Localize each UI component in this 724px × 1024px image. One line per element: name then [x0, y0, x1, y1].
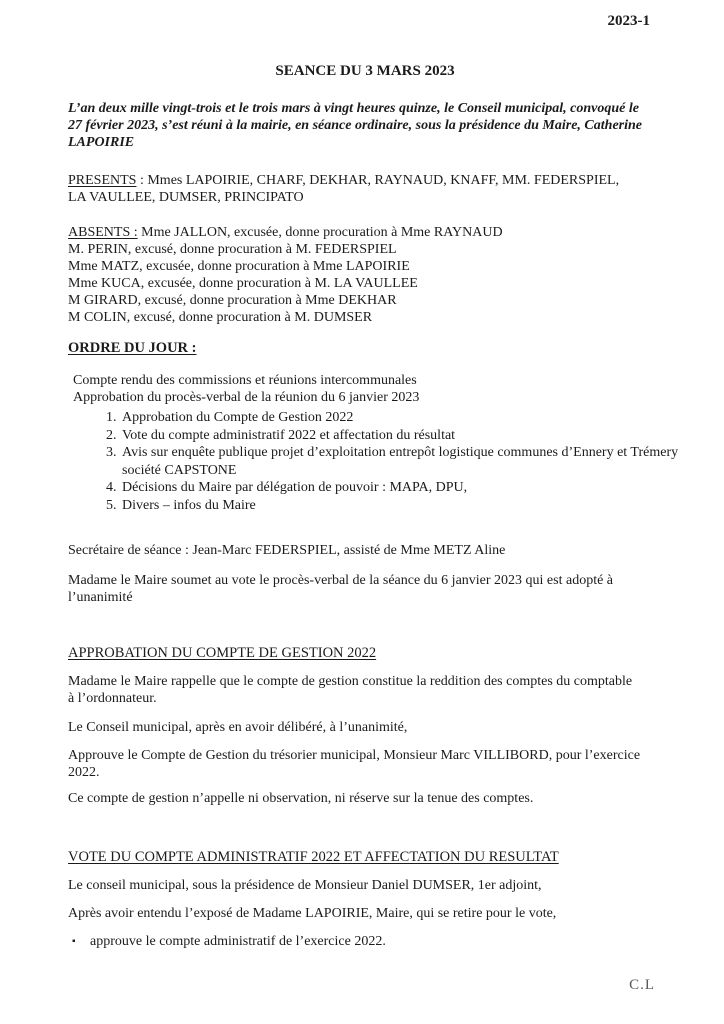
- agenda-heading-text: ORDRE DU JOUR :: [68, 340, 197, 356]
- secretary-line: Secrétaire de séance : Jean-Marc FEDERSPIEL, assisté de Mme METZ Aline: [68, 543, 506, 558]
- vote-decision-text: approuve le compte administratif de l’exercice 2022.: [90, 934, 386, 949]
- vote-paragraph: Le conseil municipal, sous la présidence de Monsieur Daniel DUMSER, 1er adjoint,: [68, 878, 542, 893]
- agenda-pre-items: [68, 372, 667, 406]
- gestion-heading-text: APPROBATION DU COMPTE DE GESTION 2022: [68, 645, 377, 661]
- intro-paragraph: [68, 100, 662, 151]
- presents-line: [68, 172, 662, 189]
- absents-line: M COLIN, excusé, donne procuration à M. DUMSER: [68, 310, 373, 325]
- absents-entry: Mme JALLON, excusée, donne procuration à Mme RAYNAUD: [137, 225, 503, 240]
- agenda-item: 5. Divers – infos du Maire: [120, 497, 714, 515]
- agenda-item: 4. Décisions du Maire par délégation de pouvoir : MAPA, DPU,: [120, 479, 714, 497]
- agenda-item: 2. Vote du compte administratif 2022 et affectation du résultat: [120, 427, 714, 445]
- agenda-pre-item: Compte rendu des commissions et réunions intercommunales: [73, 373, 417, 388]
- gestion-paragraph: Le Conseil municipal, après en avoir délibéré, à l’unanimité,: [68, 720, 408, 735]
- vote-section-heading: [68, 849, 662, 866]
- agenda-item: 3. Avis sur enquête publique projet d’exploitation entrepôt logistique communes d’Ennery et Trémery société CAPSTONE: [120, 444, 714, 479]
- page-number: 2023-1: [607, 13, 650, 29]
- pv-adoption-line: Madame le Maire soumet au vote le procès-verbal de la séance du 6 janvier 2023 qui est adopté à: [68, 573, 614, 588]
- gestion-paragraph-line: Madame le Maire rappelle que le compte de gestion constitue la reddition des comptes du comptable: [68, 674, 633, 689]
- gestion-paragraph: Ce compte de gestion n’appelle ni observation, ni réserve sur la tenue des comptes.: [68, 791, 534, 806]
- document-title: SEANCE DU 3 MARS 2023: [275, 63, 455, 79]
- gestion-paragraph: [68, 747, 662, 781]
- gestion-paragraph-line: à l’ordonnateur.: [68, 691, 157, 706]
- square-bullet-icon: ▪: [72, 936, 76, 947]
- intro-line: 27 février 2023, s’est réuni à la mairie, en séance ordinaire, sous la présidence du Maire, Catherine: [68, 118, 642, 133]
- gestion-section-heading: [68, 645, 662, 662]
- gestion-paragraph-line: Approuve le Compte de Gestion du trésorier municipal, Monsieur Marc VILLIBORD, pour l’exercice: [68, 748, 641, 763]
- agenda-list: [68, 409, 714, 514]
- agenda-heading: [68, 340, 662, 357]
- vote-decisions-list: [68, 933, 662, 950]
- absents-line: M. PERIN, excusé, donne procuration à M. FEDERSPIEL: [68, 242, 397, 257]
- absents-line: [68, 224, 662, 241]
- absents-line: Mme MATZ, excusée, donne procuration à Mme LAPOIRIE: [68, 259, 410, 274]
- absents-line: Mme KUCA, excusée, donne procuration à M. LA VAULLEE: [68, 276, 418, 291]
- presents-line: LA VAULLEE, DUMSER, PRINCIPATO: [68, 190, 304, 205]
- vote-paragraph: Après avoir entendu l’exposé de Madame LAPOIRIE, Maire, qui se retire pour le vote,: [68, 906, 557, 921]
- gestion-paragraph: [68, 673, 662, 707]
- absents-line: M GIRARD, excusé, donne procuration à Mme DEKHAR: [68, 293, 397, 308]
- presents-names: : Mmes LAPOIRIE, CHARF, DEKHAR, RAYNAUD, KNAFF, MM. FEDERSPIEL,: [136, 173, 620, 188]
- pv-adoption-paragraph: [68, 572, 662, 606]
- vote-heading-text: VOTE DU COMPTE ADMINISTRATIF 2022 ET AFFECTATION DU RESULTAT: [68, 849, 559, 865]
- absents-label: ABSENTS :: [68, 225, 138, 240]
- vote-decision-item: [68, 933, 662, 950]
- intro-line: LAPOIRIE: [68, 135, 135, 150]
- presents-label: PRESENTS: [68, 173, 137, 188]
- agenda-item: 1. Approbation du Compte de Gestion 2022: [120, 409, 714, 427]
- footer-initials: C.L: [629, 977, 655, 993]
- presents-block: [68, 172, 662, 206]
- pv-adoption-line: l’unanimité: [68, 590, 133, 605]
- intro-line: L’an deux mille vingt-trois et le trois mars à vingt heures quinze, le Conseil municipal, convoqué le: [68, 101, 639, 116]
- gestion-paragraph-line: 2022.: [68, 765, 100, 780]
- absents-block: [68, 224, 662, 326]
- agenda-pre-item: Approbation du procès-verbal de la réunion du 6 janvier 2023: [73, 390, 420, 405]
